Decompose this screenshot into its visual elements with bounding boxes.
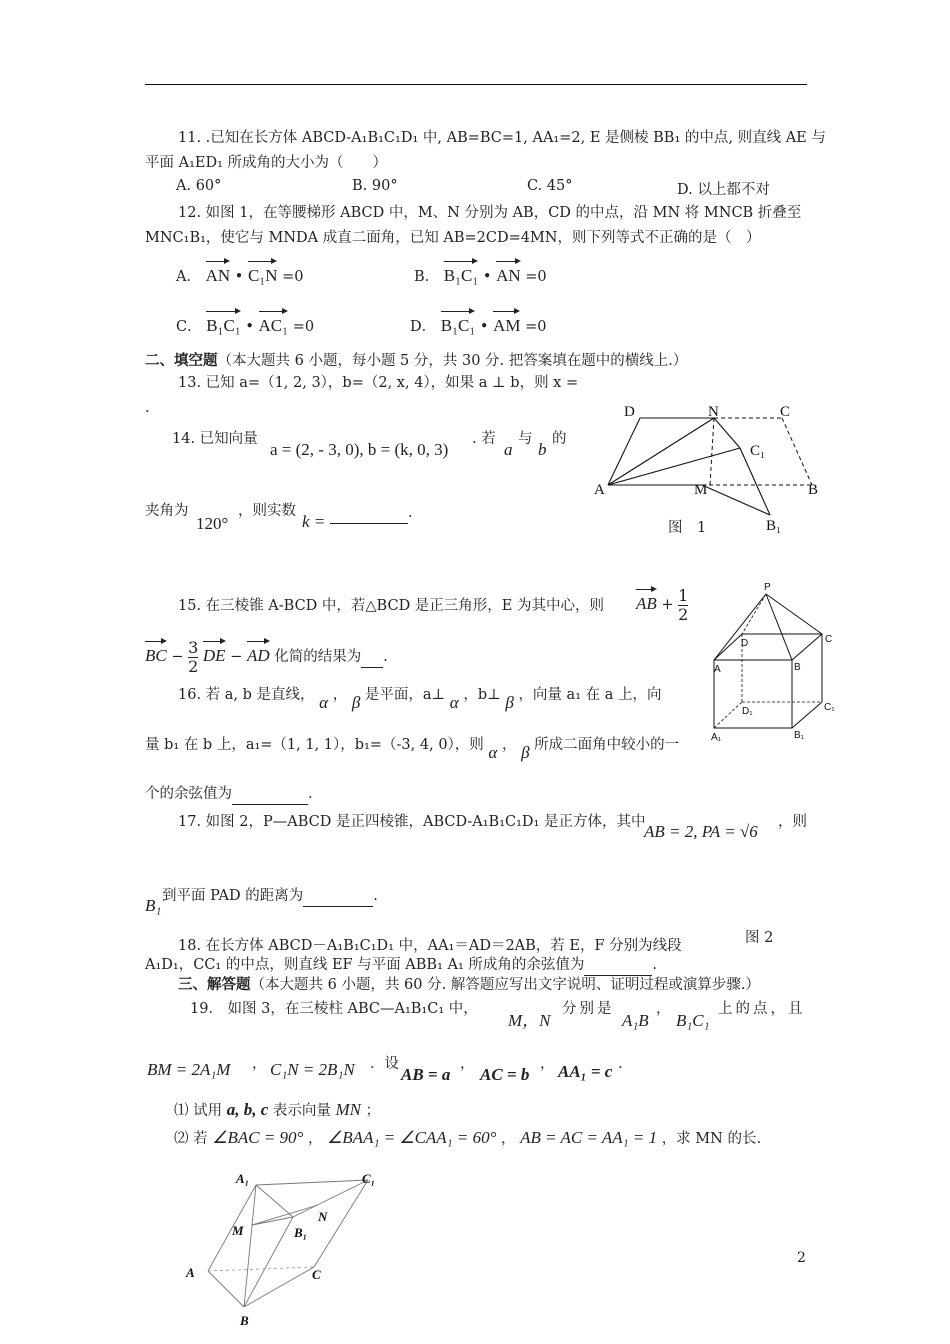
q14-formula: a = (2, - 3, 0), b = (k, 0, 3) — [270, 440, 449, 459]
q12-option-d — [410, 308, 546, 336]
q19-line1a: 19． 如图 3，在三棱柱 ABC—A₁B₁C₁ 中， — [190, 1001, 478, 1017]
vector-de: DE — [203, 638, 226, 666]
section2-title: 二、填空题 — [145, 352, 218, 369]
fig1-label-c1: C₁ — [750, 443, 766, 459]
vector-ab: AB — [636, 586, 657, 614]
q16-line1a: 16. 若 a, b 是直线， — [178, 687, 315, 703]
q17-line1: 17. 如图 2，P—ABCD 是正四棱锥，ABCD-A₁B₁C₁D₁ 是正方体，其中 — [178, 814, 646, 830]
q14-vector-a: a — [504, 440, 513, 459]
q14-yu: 与 — [518, 431, 533, 447]
minus-sign: − — [230, 649, 243, 665]
comma: ， — [500, 1131, 516, 1147]
fig2-label-b: B — [794, 662, 801, 673]
figure-2-pyramid-cube — [706, 580, 838, 745]
q18-line2 — [145, 955, 657, 976]
dot-operator: • — [479, 319, 494, 335]
vector-b1c1: B₁C₁ — [441, 308, 476, 336]
q14-mid: . 若 — [472, 431, 496, 447]
q19-abc: a, b, c — [226, 1100, 269, 1119]
q18-end: . — [652, 957, 658, 973]
fig1-label-c: C — [780, 404, 791, 420]
q12-option-c — [176, 308, 314, 336]
fig3-label-m: M — [232, 1223, 244, 1238]
section3-desc: （本大题共 6 小题，共 60 分. 解答题应写出文字说明、证明过程或演算步骤.） — [250, 977, 760, 993]
q16-line1b: 是平面，a⊥ — [364, 687, 446, 703]
q11-option-a: A. 60° — [176, 178, 222, 194]
comma: ， — [460, 1056, 475, 1072]
q11-line1: 11. .已知在长方体 ABCD-A₁B₁C₁D₁ 中, AB=BC=1, AA₁=2, E 是侧棱 BB₁ 的中点, 则直线 AE 与 — [178, 130, 826, 146]
q19-f6: ∠BAC = 90° — [212, 1128, 304, 1147]
dot-operator: • — [482, 269, 497, 285]
q17-then: ，则 — [778, 814, 807, 830]
option-label: B． — [414, 269, 440, 285]
frac-denominator: 2 — [188, 656, 199, 676]
q15-part1 — [636, 586, 688, 624]
q17-end: . — [373, 888, 378, 904]
q15-pre: 15. 在三棱锥 A-BCD 中，若△BCD 是正三角形，E 为其中心，则 — [178, 598, 604, 614]
option-label: C． — [176, 319, 202, 335]
fig1-caption: 图 1 — [668, 520, 707, 536]
q16-line2b: 所成二面角中较小的一 — [534, 737, 680, 753]
q17-formula: AB = 2, PA = √6 — [644, 822, 758, 841]
q14-line2b: ，则实数 — [238, 503, 296, 519]
q17-line2-text: 到平面 PAD 的距离为 — [162, 888, 304, 904]
q19-part1b: 表示向量 — [272, 1103, 331, 1119]
beta-symbol: β — [521, 743, 530, 762]
q19-b1c1: B₁C₁ — [676, 1011, 710, 1030]
q15-end: . — [383, 649, 388, 665]
vector-ac1: AC₁ — [259, 308, 289, 336]
option-label: A． — [176, 269, 201, 285]
q14-angle: 120° — [196, 514, 229, 533]
q12-option-b — [414, 258, 547, 286]
fig3-label-a: A — [186, 1265, 195, 1280]
q19-mn: M，N — [508, 1011, 551, 1030]
fig2-label-p: P — [764, 582, 771, 593]
fig1-label-a: A — [594, 482, 605, 498]
comma: ， — [501, 737, 517, 753]
q11-option-d: D. 以上都不对 — [677, 182, 770, 198]
q19-line1b: 分别是 — [562, 1001, 615, 1017]
vector-bc: BC — [145, 638, 167, 666]
q19-line1c: 上的点，且 — [718, 1001, 806, 1017]
q12-option-a — [176, 258, 303, 286]
equals-zero: =0 — [282, 269, 304, 285]
q18-line1: 18. 在长方体 ABCD－A₁B₁C₁D₁ 中，AA₁＝AD＝2AB，若 E，F 分别为线段 — [178, 938, 682, 954]
q19-f1: BM = 2A₁M — [147, 1060, 231, 1079]
equals-zero: =0 — [292, 319, 315, 335]
q11-option-c: C. 45° — [527, 178, 573, 194]
fig2-label-b1: B₁ — [794, 730, 805, 741]
q16-line1d: ，向量 a₁ 在 a 上，向 — [518, 687, 662, 703]
q19-f3: AB = a — [401, 1065, 451, 1084]
figure-3-prism — [180, 1165, 400, 1335]
comma: ， — [540, 1056, 555, 1072]
q15-tail: 化简的结果为 — [274, 649, 362, 665]
dot-operator: • — [234, 269, 248, 285]
q19-part2a: ⑵ 若 — [174, 1131, 208, 1147]
fig2-label-c1: C₁ — [824, 702, 835, 713]
q11-line2: 平面 A₁ED₁ 所成角的大小为（ ） — [145, 155, 388, 171]
q16-line3 — [145, 784, 313, 805]
figure-1-trapezoid — [590, 400, 830, 540]
q18-line2-text: A₁D₁，CC₁ 的中点，则直线 EF 与平面 ABB₁ A₁ 所成角的余弦值为 — [145, 957, 585, 973]
beta-symbol: β — [351, 693, 361, 712]
fig1-label-b1: B₁ — [766, 518, 782, 534]
q13-tail: . — [145, 400, 150, 416]
fig2-label-d1: D₁ — [742, 706, 753, 717]
q14-blank: . — [330, 503, 413, 524]
q19-part1 — [174, 1100, 380, 1121]
q16-line3-text: 个的余弦值为 — [145, 786, 232, 802]
frac-denominator: 2 — [678, 604, 689, 624]
fraction-one-half — [678, 587, 688, 624]
alpha-symbol: α — [319, 693, 329, 712]
q11-option-b: B. 90° — [352, 178, 398, 194]
q19-she: ．设 — [370, 1056, 399, 1072]
frac-numerator: 3 — [188, 637, 199, 657]
comma: ， — [252, 1056, 267, 1072]
fraction-three-halves — [188, 639, 198, 676]
alpha-symbol: α — [488, 743, 498, 762]
alpha-symbol: α — [449, 693, 459, 712]
frac-numerator: 1 — [678, 585, 689, 605]
option-label: D． — [410, 319, 437, 335]
q19-f5: AA₁ = c — [558, 1062, 613, 1081]
dot-operator: • — [245, 319, 259, 335]
section2-header — [145, 351, 687, 371]
q19-a1b: A₁B — [622, 1011, 649, 1030]
fig3-label-a1: A₁ — [236, 1171, 250, 1186]
section2-desc: （本大题共 6 小题，每小题 5 分，共 30 分. 把答案填在题中的横线上.） — [217, 353, 688, 369]
q14-k: k = — [302, 512, 326, 531]
fig1-label-m: M — [694, 482, 708, 498]
vector-am: AM — [493, 308, 520, 336]
q14-line2a: 夹角为 — [145, 503, 189, 519]
section3-title: 三、解答题 — [178, 976, 251, 993]
vector-b1c1: B₁C₁ — [444, 258, 479, 286]
q19-f2: C₁N = 2B₁N — [270, 1060, 355, 1079]
q19-mn-vector: MN — [335, 1100, 361, 1119]
section3-header — [178, 975, 760, 995]
q12-line1: 12. 如图 1，在等腰梯形 ABCD 中，M、N 分别为 AB，CD 的中点，沿 MN 将 MNCB 折叠至 — [178, 205, 802, 221]
fig2-label-a1: A₁ — [711, 732, 722, 743]
fig2-label-d: D — [741, 638, 749, 649]
q14-de: 的 — [552, 431, 567, 447]
q15-part2 — [145, 638, 388, 676]
q19-part2b: ，求 MN 的长. — [661, 1131, 762, 1147]
q19-f4: AC = b — [480, 1065, 530, 1084]
vector-an: AN — [206, 258, 231, 286]
fig3-label-b1: B₁ — [294, 1225, 308, 1240]
q19-part2 — [174, 1128, 761, 1149]
q14-vector-b: b — [538, 440, 547, 459]
q17-line2 — [162, 886, 378, 907]
q19-part1a: ⑴ 试用 — [174, 1103, 223, 1119]
header-rule — [145, 84, 807, 85]
fig2-caption: 图 2 — [745, 930, 774, 946]
fig1-label-d: D — [624, 404, 635, 420]
q16-line2 — [145, 734, 680, 762]
fig2-label-c: C — [825, 634, 833, 645]
fig2-label-a: A — [714, 664, 721, 675]
equals-zero: =0 — [525, 319, 547, 335]
fig3-label-c1: C₁ — [362, 1171, 376, 1186]
q16-line1c: ，b⊥ — [463, 687, 501, 703]
q19-comma: ， — [656, 1001, 671, 1017]
q16-line1 — [178, 684, 662, 712]
comma: ， — [332, 687, 348, 703]
q17-b1: B₁ — [145, 896, 162, 915]
q12-line2: MNC₁B₁，使它与 MNDA 成直二面角，已知 AB=2CD=4MN，则下列等式不正确的是（ ） — [145, 230, 761, 246]
q19-part1c: ； — [365, 1103, 381, 1119]
comma: ， — [307, 1131, 323, 1147]
q16-line2a: 量 b₁ 在 b 上，a₁=（1, 1, 1），b₁=（-3, 4, 0），则 — [145, 737, 484, 753]
q19-f7: ∠BAA₁ = ∠CAA₁ = 60° — [327, 1128, 497, 1147]
fig3-label-c: C — [312, 1267, 321, 1282]
period: . — [618, 1056, 623, 1072]
page-number: 2 — [797, 1250, 806, 1266]
q13-text: 13. 已知 a=（1, 2, 3），b=（2, x, 4），如果 a ⊥ b，则 x = — [178, 375, 579, 391]
fig1-label-b: B — [808, 482, 819, 498]
vector-ad: AD — [247, 638, 270, 666]
plus-sign: + — [661, 597, 674, 613]
fig1-label-n: N — [708, 404, 719, 420]
q16-end: . — [308, 786, 313, 802]
vector-c1n: C₁N — [248, 258, 278, 286]
vector-b1c1: B₁C₁ — [206, 308, 241, 336]
fig3-label-n: N — [318, 1209, 328, 1224]
vector-an: AN — [496, 258, 521, 286]
q14-pre: 14. 已知向量 — [172, 431, 258, 447]
beta-symbol: β — [505, 693, 514, 712]
minus-sign: − — [171, 649, 184, 665]
fig3-label-b: B — [240, 1313, 249, 1328]
q19-f8: AB = AC = AA₁ = 1 — [520, 1128, 658, 1147]
equals-zero: =0 — [525, 269, 547, 285]
